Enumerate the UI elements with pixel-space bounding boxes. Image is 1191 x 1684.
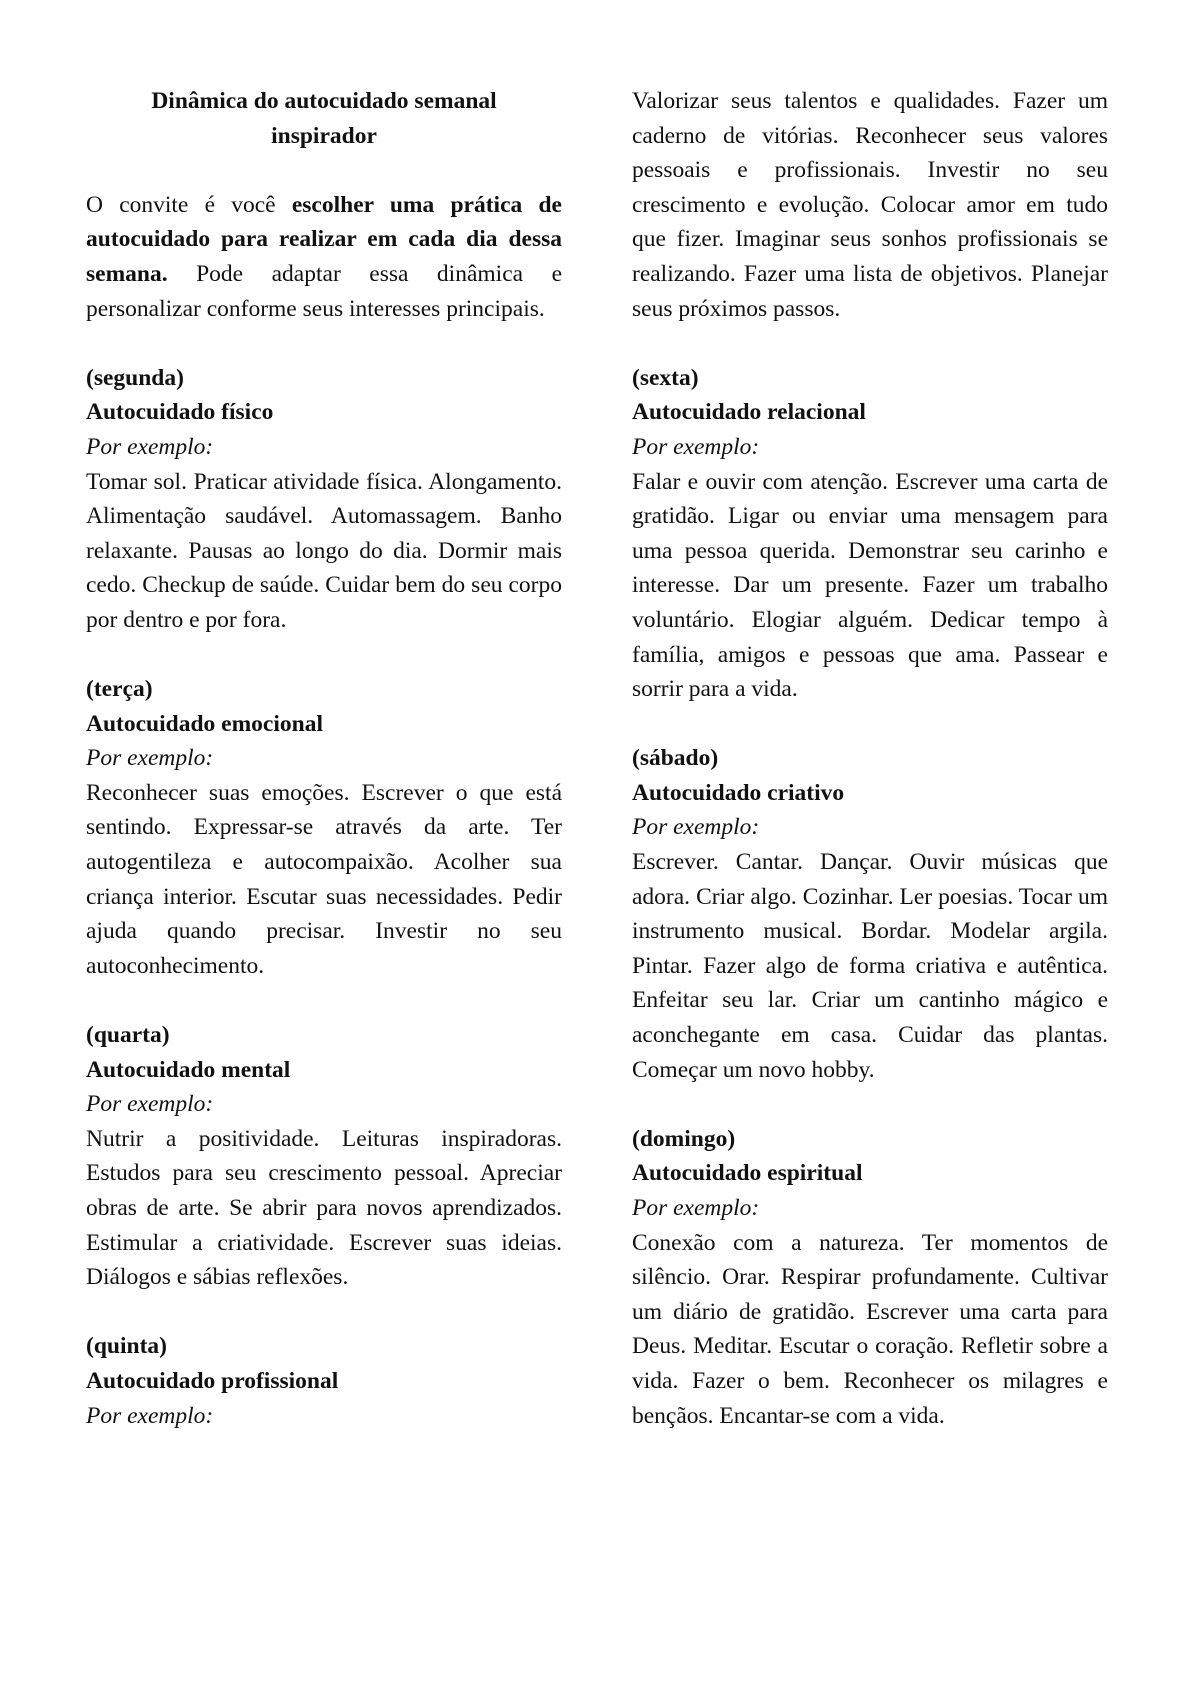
example-label: Por exemplo: (86, 1091, 214, 1118)
day-label: (sexta) (632, 364, 699, 391)
day-label: (quinta) (86, 1333, 167, 1360)
example-label: Por exemplo: (632, 1195, 760, 1221)
document-title (86, 84, 562, 153)
section-heading: Autocuidado profissional (86, 1367, 339, 1394)
section-quinta-body (632, 84, 1108, 326)
right-column (632, 84, 1108, 1468)
title-line-1: Dinâmica do autocuidado semanal (151, 88, 497, 114)
day-label: (quarta) (86, 1022, 170, 1049)
section-heading: Autocuidado emocional (86, 710, 323, 737)
day-label: (sábado) (632, 745, 719, 772)
section-body: Valorizar seus talentos e qualidades. Fazer um caderno de vitórias. Reconhecer seus valores pessoais e profissionais. Investir no seu crescimento e evolução. Colocar amor em tudo que fizer. Imaginar seus sonhos profissionais se realizando. Fazer uma lista de objetivos. Planejar seus próximos passos. (632, 88, 1108, 322)
section-sexta (632, 361, 1108, 707)
section-sabado (632, 741, 1108, 1087)
section-heading: Autocuidado espiritual (632, 1160, 863, 1187)
section-domingo (632, 1122, 1108, 1433)
day-label: (terça) (86, 676, 153, 703)
day-label: (segunda) (86, 364, 184, 391)
title-line-2: inspirador (271, 122, 377, 149)
intro-paragraph (86, 188, 562, 326)
day-label: (domingo) (632, 1125, 736, 1152)
section-body: Escrever. Cantar. Dançar. Ouvir músicas que adora. Criar algo. Cozinhar. Ler poesias. Tocar um instrumento musical. Bordar. Modelar argila. Pintar. Fazer algo de forma criativa e autêntica. Enfeitar seu lar. Criar um cantinho mágico e aconchegante em casa. Cuidar das plantas. Começar um novo hobby. (632, 849, 1108, 1083)
section-heading: Autocuidado criativo (632, 779, 845, 806)
section-body: Conexão com a natureza. Ter momentos de silêncio. Orar. Respirar profundamente. Cultivar um diário de gratidão. Escrever uma carta para Deus. Meditar. Escutar o coração. Refletir sobre a vida. Fazer o bem. Reconhecer os milagres e bençãos. Encantar-se com a vida. (632, 1229, 1108, 1429)
section-heading: Autocuidado mental (86, 1056, 291, 1083)
intro-bold-text: escolher uma prática de autocuidado para realizar em cada dia dessa semana. (86, 191, 562, 287)
section-quarta (86, 1018, 562, 1295)
section-segunda (86, 361, 562, 638)
intro-text-start: O convite é você (86, 191, 292, 218)
example-label: Por exemplo: (86, 1402, 214, 1429)
example-label: Por exemplo: (86, 433, 214, 460)
example-label: Por exemplo: (86, 745, 214, 772)
section-body: Nutrir a positividade. Leituras inspiradoras. Estudos para seu crescimento pessoal. Apreciar obras de arte. Se abrir para novos aprendizados. Estimular a criatividade. Escrever suas ideias. Diálogos e sábias reflexões. (86, 1125, 562, 1291)
example-label: Por exemplo: (632, 433, 760, 460)
left-column (86, 84, 562, 1468)
section-heading: Autocuidado relacional (632, 399, 866, 426)
section-body: Reconhecer suas emoções. Escrever o que está sentindo. Expressar-se através da arte. Ter autogentileza e autocompaixão. Acolher sua criança interior. Escutar suas necessidades. Pedir ajuda quando precisar. Investir no seu autoconhecimento. (86, 779, 562, 979)
section-terca (86, 672, 562, 983)
section-body: Falar e ouvir com atenção. Escrever uma carta de gratidão. Ligar ou enviar uma mensagem para uma pessoa querida. Demonstrar seu carinho e interesse. Dar um presente. Fazer um trabalho voluntário. Elogiar alguém. Dedicar tempo à família, amigos e pessoas que ama. Passear e sorrir para a vida. (632, 468, 1108, 703)
section-heading: Autocuidado físico (86, 399, 274, 426)
example-label: Por exemplo: (632, 814, 760, 841)
intro-text-end: Pode adaptar essa dinâmica e personalizar conforme seus interesses principais. (86, 260, 562, 322)
section-body: Tomar sol. Praticar atividade física. Alongamento. Alimentação saudável. Automassagem. Banho relaxante. Pausas ao longo do dia. Dormir mais cedo. Checkup de saúde. Cuidar bem do seu corpo por dentro e por fora. (86, 468, 562, 633)
section-quinta-header (86, 1329, 562, 1433)
